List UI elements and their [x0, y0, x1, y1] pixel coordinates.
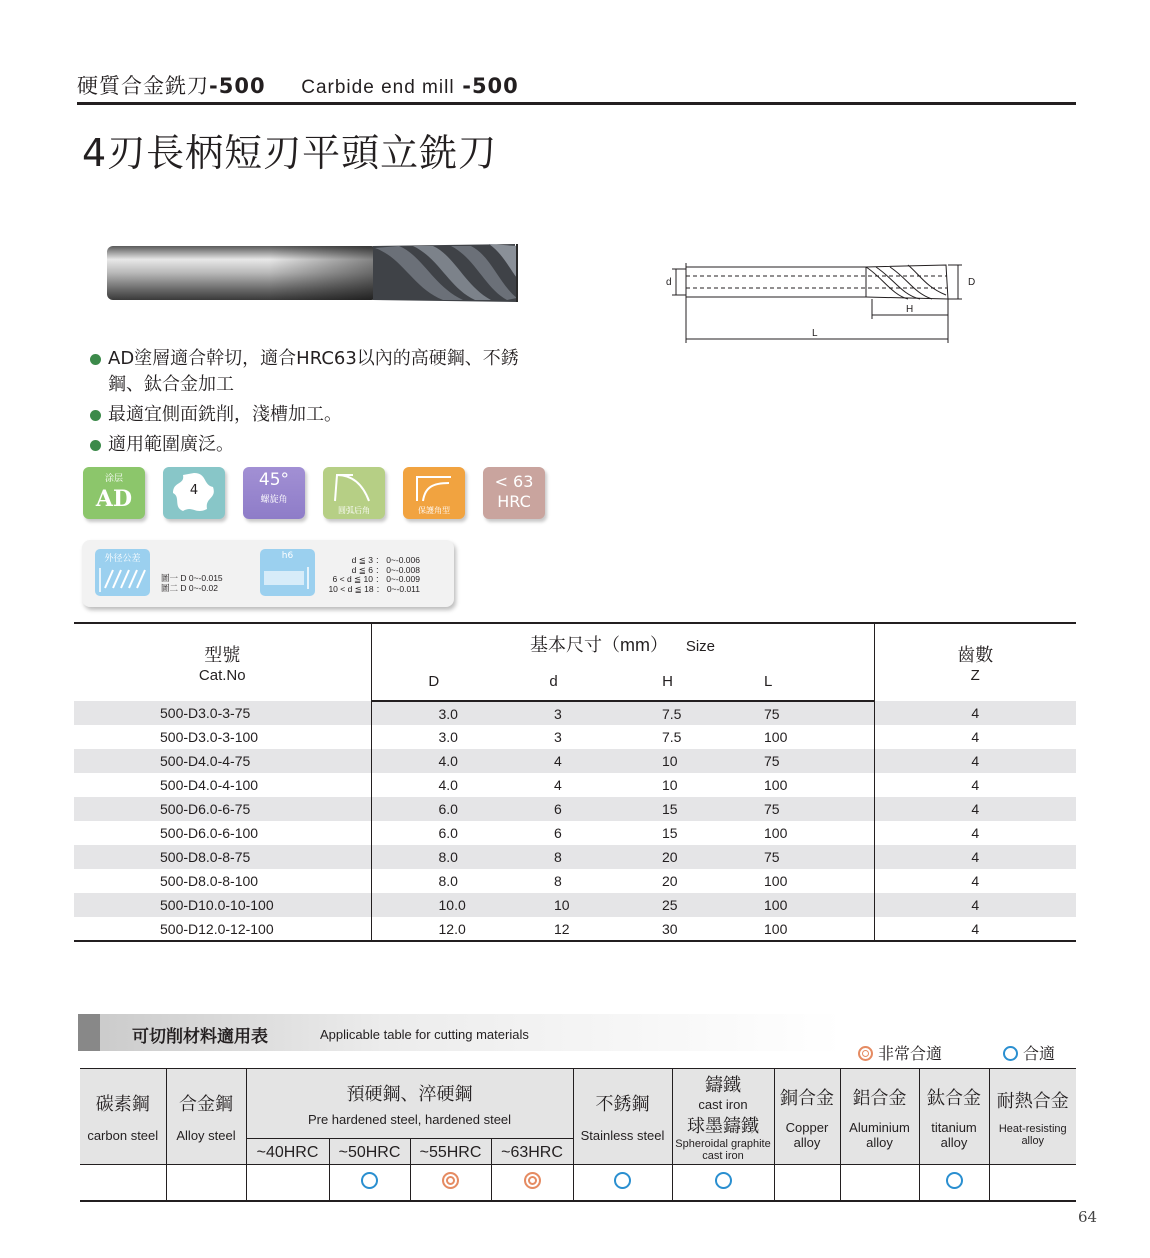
legend-suitable-label: 合適 — [1023, 1044, 1056, 1063]
Z-cell: 4 — [971, 777, 980, 793]
D-cell: 4.0 — [371, 749, 496, 773]
D-cell: 3.0 — [438, 729, 458, 745]
table-row — [74, 917, 1076, 941]
feature-item: 適用範圍廣泛。 — [90, 432, 550, 458]
materials-table — [80, 1068, 1076, 1202]
ductile-iron-en2: cast iron — [702, 1150, 744, 1162]
copper-header — [774, 1069, 840, 1165]
aluminium-en: Aluminium — [849, 1119, 910, 1135]
catno-header-en: Cat.No — [198, 667, 246, 684]
L-cell: 100 — [724, 725, 874, 749]
Z-cell: 4 — [874, 845, 1076, 869]
table-row — [74, 845, 1076, 869]
alloy-steel-zh: 合金鋼 — [179, 1094, 233, 1115]
helix-value: 45° — [258, 470, 290, 490]
L-cell: 100 — [724, 917, 874, 941]
D-cell: 6.0 — [371, 797, 496, 821]
L-cell: 100 — [724, 869, 874, 893]
hardness-value: < 63 — [494, 472, 534, 491]
aluminium-header — [840, 1069, 919, 1165]
legend-very-suitable — [858, 1041, 942, 1064]
Z-cell: 4 — [971, 729, 980, 745]
titanium-header — [919, 1069, 989, 1165]
table-row — [74, 701, 1076, 725]
col-header-D: D — [371, 663, 496, 701]
table-row — [74, 749, 1076, 773]
D-cell: 10.0 — [371, 893, 496, 917]
suitable-circle-icon — [614, 1172, 631, 1189]
spec-badges — [83, 467, 563, 519]
H-cell: 20 — [662, 873, 678, 889]
shank-tolerance-line: 6 < d ≦ 10 ： 0~-0.009 — [332, 574, 420, 584]
cast-iron-en: cast iron — [698, 1097, 748, 1112]
header-rule — [77, 102, 1076, 105]
dimension-diagram — [662, 255, 992, 347]
suitability-cell — [329, 1165, 410, 1201]
L-cell: 75 — [724, 701, 874, 725]
H-cell: 7.5 — [611, 701, 724, 725]
coating-value: AD — [95, 486, 133, 512]
H-cell: 30 — [611, 917, 724, 941]
D-cell: 12.0 — [371, 917, 496, 941]
shank-tolerance-icon — [260, 549, 315, 596]
header-title-en: Carbide end mill — [301, 77, 455, 98]
table-row — [74, 893, 1076, 917]
flute-count-badge — [163, 467, 225, 519]
header-line — [77, 70, 519, 100]
catno-header — [74, 623, 371, 701]
suitability-cell — [410, 1165, 491, 1201]
legend-suitable — [1003, 1041, 1055, 1064]
diagram-label-L: L — [812, 328, 818, 339]
aluminium-zh: 鋁合金 — [852, 1087, 907, 1109]
titanium-zh: 鈦合金 — [927, 1087, 981, 1109]
teeth-header-zh: 齒數 — [957, 645, 994, 665]
od-tolerance-text — [161, 574, 223, 593]
helix-angle-badge — [243, 467, 305, 519]
header-code-zh: -500 — [209, 74, 266, 98]
protect-angle-icon — [403, 467, 465, 507]
d-small-cell: 4 — [554, 777, 562, 793]
stainless-header — [573, 1069, 672, 1165]
d-small-cell: 3 — [496, 701, 611, 725]
Z-cell: 4 — [874, 893, 1076, 917]
copper-en: Copper — [785, 1119, 829, 1135]
hardened-steel-header — [246, 1069, 573, 1139]
H-cell: 10 — [611, 749, 724, 773]
suitability-cell — [840, 1165, 919, 1201]
header-title-zh: 硬質合金銑刀 — [77, 74, 209, 98]
d-small-cell: 6 — [554, 825, 562, 841]
hrc-55: ~55HRC — [410, 1139, 491, 1165]
H-cell: 10 — [662, 777, 678, 793]
cat-no-cell: 500-D3.0-3-100 — [74, 725, 371, 749]
Z-cell: 4 — [971, 825, 980, 841]
D-cell: 4.0 — [438, 777, 458, 793]
heat-resisting-header — [989, 1069, 1076, 1165]
od-tolerance-label: 外径公差 — [104, 554, 141, 564]
relief-angle-badge — [323, 467, 385, 519]
very-suitable-circle-icon — [858, 1046, 873, 1061]
cat-no-cell: 500-D4.0-4-75 — [74, 749, 371, 773]
d-small-cell: 12 — [496, 917, 611, 941]
carbon-steel-zh: 碳素鋼 — [95, 1094, 150, 1115]
L-cell: 75 — [724, 797, 874, 821]
table-row — [74, 869, 1076, 893]
L-cell: 75 — [724, 845, 874, 869]
d-small-cell: 6 — [496, 797, 611, 821]
copper-en2: alloy — [793, 1134, 821, 1150]
cast-iron-zh: 鑄鐵 — [705, 1075, 741, 1096]
od-tolerance-icon — [95, 549, 150, 596]
d-small-cell: 8 — [554, 873, 562, 889]
teeth-header-en: Z — [970, 667, 980, 684]
table-row — [74, 773, 1076, 797]
H-cell: 25 — [611, 893, 724, 917]
d-small-cell: 10 — [496, 893, 611, 917]
hardened-steel-en: Pre hardened steel, hardened steel — [307, 1112, 512, 1127]
d-small-cell: 8 — [496, 845, 611, 869]
ductile-iron-zh: 球墨鑄鐵 — [687, 1116, 759, 1137]
arc-relief-icon — [323, 467, 385, 507]
Z-cell: 4 — [874, 797, 1076, 821]
col-header-H: H — [611, 663, 724, 701]
D-cell: 8.0 — [371, 845, 496, 869]
cat-no-cell: 500-D10.0-10-100 — [74, 893, 371, 917]
diagram-label-H: H — [906, 304, 914, 315]
hrc-40: ~40HRC — [246, 1139, 329, 1165]
cat-no-cell: 500-D6.0-6-100 — [74, 821, 371, 845]
shank-tolerance-line: 10 < d ≦ 18 ： 0~-0.011 — [328, 583, 420, 594]
copper-zh: 銅合金 — [780, 1087, 834, 1109]
feature-item: 最適宜側面銑削，淺槽加工。 — [90, 402, 550, 428]
Z-cell: 4 — [874, 701, 1076, 725]
legend-very-label: 非常合適 — [878, 1044, 943, 1063]
very-suitable-circle-icon — [442, 1172, 459, 1189]
titanium-en: titanium — [931, 1119, 977, 1135]
suitability-cell — [919, 1165, 989, 1201]
relief-label: 圆弧后角 — [338, 506, 370, 515]
materials-title-zh: 可切削材料適用表 — [132, 1027, 268, 1047]
protect-label: 保護角型 — [418, 506, 450, 515]
carbon-steel-en: carbon steel — [87, 1128, 159, 1143]
diagram-label-D: D — [968, 277, 976, 288]
page-number: 64 — [1078, 1208, 1098, 1226]
carbon-steel-header — [80, 1069, 166, 1165]
D-cell: 3.0 — [371, 701, 496, 725]
stainless-en: Stainless steel — [580, 1128, 665, 1143]
suitability-cell — [989, 1165, 1076, 1201]
L-cell: 100 — [724, 893, 874, 917]
feature-item: AD塗層適合幹切，適合HRC63以內的高硬鋼、不銹鋼、鈦合金加工 — [90, 346, 550, 398]
size-header-zh: 基本尺寸（mm） — [529, 634, 668, 655]
size-header-en: Size — [685, 637, 716, 655]
materials-title-en: Applicable table for cutting materials — [320, 1027, 529, 1042]
shank-tolerance-label: h6 — [281, 551, 294, 561]
diagram-label-d: d — [666, 277, 672, 288]
d-small-cell: 3 — [554, 729, 562, 745]
od-tolerance-line: 圖一 D 0~-0.015 — [161, 573, 223, 583]
ductile-iron-en: Spheroidal graphite — [675, 1138, 771, 1150]
hrc-50: ~50HRC — [329, 1139, 410, 1165]
size-table — [74, 622, 1076, 942]
alloy-steel-header — [166, 1069, 246, 1165]
L-cell: 100 — [724, 773, 874, 797]
suitability-cell — [491, 1165, 573, 1201]
hrc-63: ~63HRC — [491, 1139, 573, 1165]
hardness-unit: HRC — [497, 492, 531, 511]
heat-resisting-zh: 耐熱合金 — [996, 1090, 1069, 1112]
protection-badge — [403, 467, 465, 519]
L-cell: 100 — [724, 821, 874, 845]
D-cell: 8.0 — [438, 873, 458, 889]
aluminium-en2: alloy — [866, 1134, 893, 1150]
catno-header-zh: 型號 — [204, 645, 241, 665]
stainless-zh: 不銹鋼 — [595, 1094, 650, 1115]
suitability-cell — [246, 1165, 329, 1201]
end-mill-photo — [103, 238, 523, 308]
size-header — [371, 623, 874, 663]
H-cell: 15 — [662, 825, 678, 841]
feature-list — [90, 346, 550, 462]
shank-icon — [260, 561, 315, 593]
Z-cell: 4 — [874, 749, 1076, 773]
cat-no-cell: 500-D6.0-6-75 — [74, 797, 371, 821]
cat-no-cell: 500-D8.0-8-100 — [74, 869, 371, 893]
cat-no-cell: 500-D4.0-4-100 — [74, 773, 371, 797]
col-header-d: d — [496, 663, 611, 701]
header-code-en: -500 — [462, 74, 519, 98]
size-table-body — [74, 701, 1076, 941]
D-cell: 6.0 — [438, 825, 458, 841]
shank-tolerance-line: d ≦ 6 ： 0~-0.008 — [351, 564, 420, 575]
hardened-steel-zh: 預硬鋼、淬硬鋼 — [346, 1084, 473, 1105]
table-row — [74, 725, 1076, 749]
od-tolerance-line: 圖二 D 0~-0.02 — [161, 582, 218, 593]
heat-resisting-en2: alloy — [1021, 1134, 1045, 1147]
suitable-circle-icon — [946, 1172, 963, 1189]
hardness-badge — [483, 467, 545, 519]
H-cell: 7.5 — [662, 729, 682, 745]
table-row — [74, 797, 1076, 821]
suitability-cell — [672, 1165, 774, 1201]
hatch-icon — [95, 564, 150, 596]
teeth-header — [874, 623, 1076, 701]
suitable-circle-icon — [715, 1172, 732, 1189]
alloy-steel-en: Alloy steel — [176, 1128, 236, 1143]
cat-no-cell: 500-D8.0-8-75 — [74, 845, 371, 869]
cat-no-cell: 500-D3.0-3-75 — [74, 701, 371, 725]
suitability-cell — [774, 1165, 840, 1201]
suitable-circle-icon — [361, 1172, 378, 1189]
shank-tolerance-line: d ≦ 3 ： 0~-0.006 — [351, 555, 420, 565]
d-small-cell: 4 — [496, 749, 611, 773]
Z-cell: 4 — [971, 873, 980, 889]
suitability-cell — [573, 1165, 672, 1201]
suitability-row — [80, 1165, 1076, 1201]
coating-label: 涂层 — [104, 474, 123, 484]
suitability-cell — [166, 1165, 246, 1201]
cat-no-cell: 500-D12.0-12-100 — [74, 917, 371, 941]
helix-label: 螺旋角 — [260, 495, 288, 505]
page-title: 4刃長柄短刃平頭立銑刀 — [82, 131, 498, 175]
H-cell: 15 — [611, 797, 724, 821]
very-suitable-circle-icon — [524, 1172, 541, 1189]
suitability-cell — [80, 1165, 166, 1201]
H-cell: 20 — [611, 845, 724, 869]
Z-cell: 4 — [874, 917, 1076, 941]
heat-resisting-en: Heat-resisting — [998, 1122, 1067, 1135]
suitable-circle-icon — [1003, 1046, 1018, 1061]
shank-tolerance-text — [322, 556, 420, 594]
col-header-L: L — [724, 663, 874, 701]
coating-badge — [83, 467, 145, 519]
cast-iron-header — [672, 1069, 774, 1165]
flute-count: 4 — [189, 483, 199, 498]
tolerance-panel — [82, 540, 454, 607]
L-cell: 75 — [724, 749, 874, 773]
titanium-en2: alloy — [940, 1134, 968, 1150]
table-row — [74, 821, 1076, 845]
